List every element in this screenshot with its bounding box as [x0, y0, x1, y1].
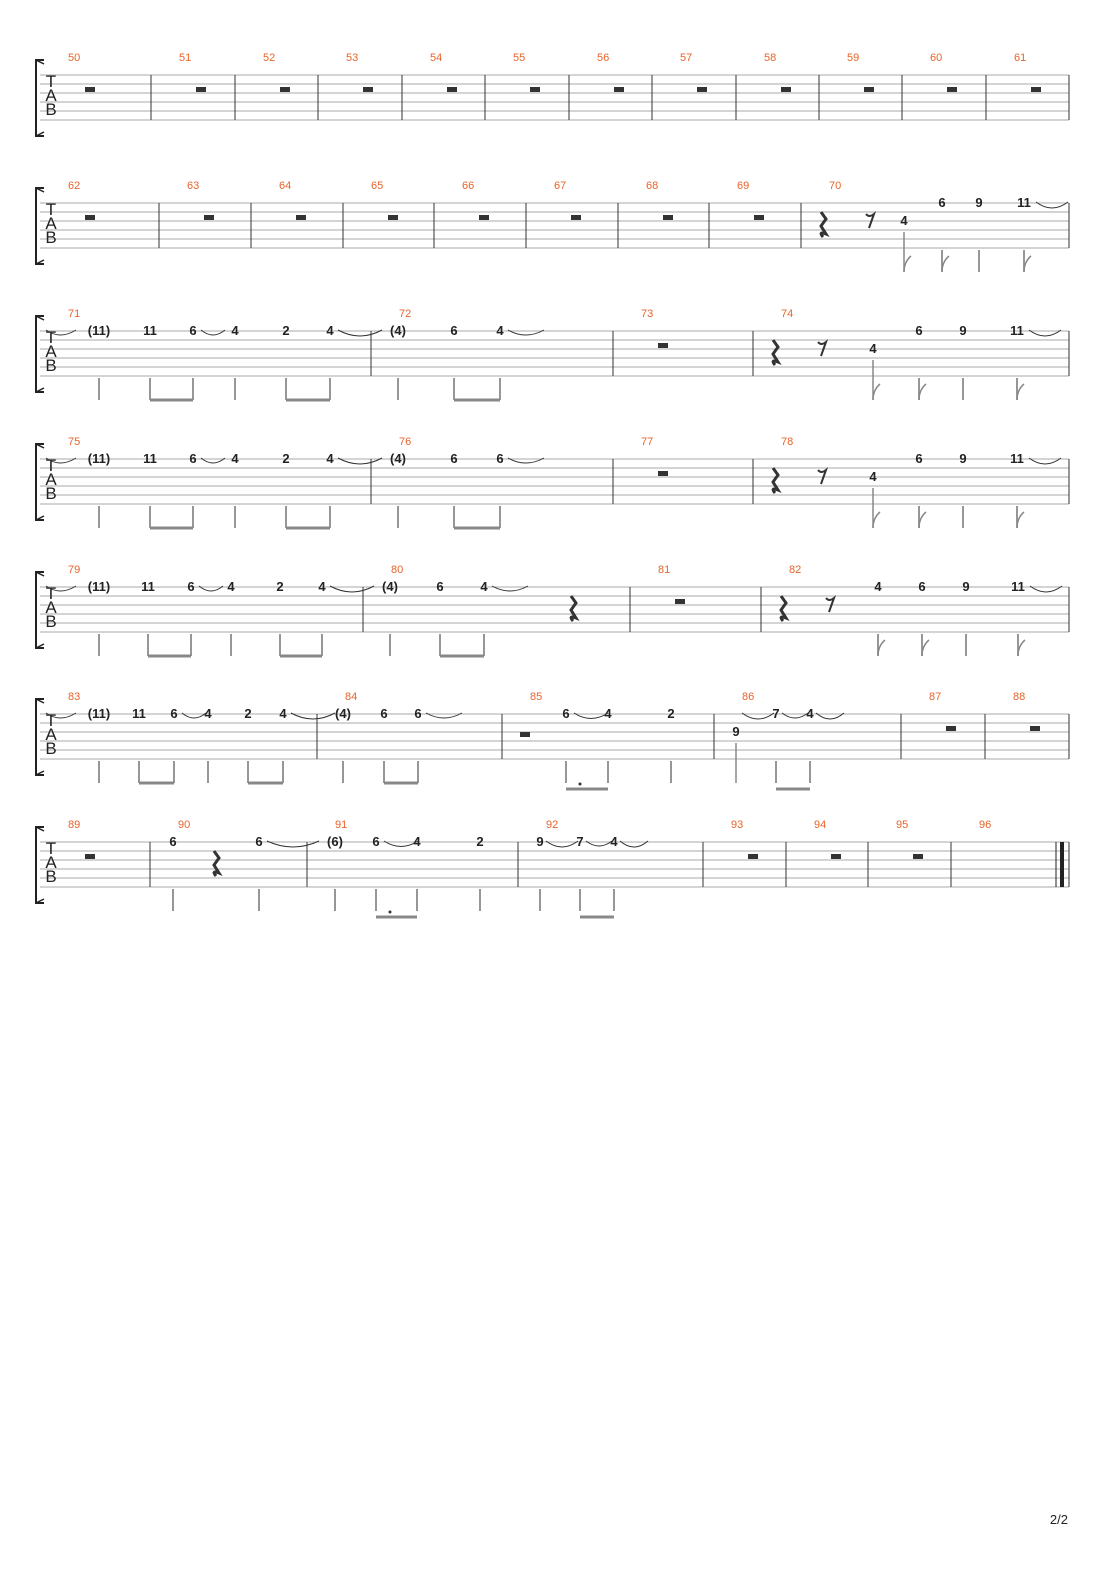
measure-number: 90 [178, 819, 191, 831]
eighth-flag [1017, 512, 1024, 528]
measure-number: 60 [930, 52, 943, 64]
half-rest [1030, 726, 1040, 731]
half-rest [614, 87, 624, 92]
half-rest [658, 343, 668, 348]
fret-number: 6 [255, 834, 263, 849]
measure-number: 67 [554, 180, 567, 192]
measure-number: 59 [847, 52, 860, 64]
fret-number: 9 [959, 323, 967, 338]
fret-number: 4 [279, 706, 287, 721]
page-number: 2/2 [1049, 1512, 1068, 1527]
fret-number: 4 [326, 451, 334, 466]
system-bracket [36, 444, 44, 520]
half-rest [748, 854, 758, 859]
system [36, 180, 1069, 272]
half-rest [663, 215, 673, 220]
eighth-flag [904, 256, 911, 272]
tab-clef-letter: A [45, 214, 57, 233]
tab-clef-letter: T [45, 839, 57, 858]
tab-clef-letter: B [45, 100, 57, 119]
fret-number: 11 [132, 706, 146, 721]
half-rest [754, 215, 764, 220]
measure-number: 76 [399, 436, 412, 448]
measure-number: 92 [546, 819, 559, 831]
measure-number: 78 [781, 436, 794, 448]
tab-clef-letter: T [45, 328, 57, 347]
half-rest [520, 732, 530, 737]
tab-clef-letter: A [45, 470, 57, 489]
fret-number: 9 [536, 834, 544, 849]
eighth-flag [1024, 256, 1031, 272]
half-rest [363, 87, 373, 92]
measure-number: 54 [430, 52, 443, 64]
tab-clef-letter: B [45, 356, 57, 375]
system-bracket [36, 188, 44, 264]
tab-clef-letter: T [45, 584, 57, 603]
fret-number: 6 [189, 323, 197, 338]
fret-number: 2 [244, 706, 252, 721]
half-rest [675, 599, 685, 604]
half-rest [479, 215, 489, 220]
fret-number: (6) [327, 834, 343, 849]
tab-clef-letter: A [45, 725, 57, 744]
fret-number: 11 [1017, 195, 1031, 210]
fret-number: 4 [496, 323, 504, 338]
half-rest [296, 215, 306, 220]
fret-number: 7 [772, 706, 780, 721]
measure-number: 53 [346, 52, 359, 64]
half-rest [864, 87, 874, 92]
eighth-flag [919, 512, 926, 528]
half-rest [946, 726, 956, 731]
fret-number: 6 [187, 579, 195, 594]
fret-number: (11) [87, 706, 111, 721]
tab-clef-letter: T [45, 200, 57, 219]
measure-number: 63 [187, 180, 200, 192]
measure-number: 86 [742, 691, 755, 703]
half-rest [85, 215, 95, 220]
measure-number: 51 [179, 52, 192, 64]
fret-number: 2 [276, 579, 284, 594]
measure-number: 79 [68, 564, 81, 576]
eighth-flag [878, 640, 885, 656]
measure-number: 61 [1014, 52, 1027, 64]
half-rest [196, 87, 206, 92]
fret-number: 4 [326, 323, 334, 338]
fret-number: 4 [806, 706, 814, 721]
half-rest [388, 215, 398, 220]
dot [389, 911, 392, 914]
measure-number: 57 [680, 52, 693, 64]
fret-number: (4) [390, 451, 406, 466]
eighth-flag [942, 256, 949, 272]
fret-number: 6 [189, 451, 197, 466]
measure-number: 71 [68, 308, 81, 320]
measure-number: 83 [68, 691, 81, 703]
fret-number: 9 [962, 579, 970, 594]
half-rest [913, 854, 923, 859]
system-bracket [36, 699, 44, 775]
measure-number: 95 [896, 819, 909, 831]
fret-number: 9 [975, 195, 983, 210]
measure-number: 55 [513, 52, 526, 64]
fret-number: 6 [169, 834, 177, 849]
fret-number: 6 [915, 323, 923, 338]
fret-number: (11) [87, 323, 111, 338]
measure-number: 84 [345, 691, 358, 703]
tab-clef-letter: T [45, 72, 57, 91]
system [36, 52, 1069, 136]
tab-clef-letter: B [45, 867, 57, 886]
fret-number: (11) [87, 451, 111, 466]
half-rest [781, 87, 791, 92]
measure-number: 68 [646, 180, 659, 192]
fret-number: 11 [143, 323, 157, 338]
half-rest [85, 854, 95, 859]
dot [579, 783, 582, 786]
eighth-flag [873, 384, 880, 400]
system-bracket [36, 572, 44, 648]
measure-number: 74 [781, 308, 794, 320]
measure-number: 69 [737, 180, 750, 192]
measure-number: 58 [764, 52, 777, 64]
measure-number: 93 [731, 819, 744, 831]
measure-number: 87 [929, 691, 942, 703]
fret-number: 4 [480, 579, 488, 594]
quarter-rest [571, 596, 576, 621]
tab-clef-letter: A [45, 342, 57, 361]
measure-number: 65 [371, 180, 384, 192]
half-rest [831, 854, 841, 859]
system [36, 564, 1069, 656]
fret-number: 4 [318, 579, 326, 594]
fret-number: 4 [204, 706, 212, 721]
system [36, 691, 1069, 789]
fret-number: 9 [959, 451, 967, 466]
tab-clef-letter: T [45, 711, 57, 730]
fret-number: 11 [143, 451, 157, 466]
fret-number: 6 [170, 706, 178, 721]
fret-number: 6 [562, 706, 570, 721]
fret-number: 2 [282, 451, 290, 466]
measure-number: 88 [1013, 691, 1026, 703]
half-rest [204, 215, 214, 220]
fret-number: 6 [380, 706, 388, 721]
fret-number: 4 [231, 451, 239, 466]
tab-clef-letter: A [45, 86, 57, 105]
fret-number: 4 [231, 323, 239, 338]
fret-number: 4 [227, 579, 235, 594]
measure-number: 72 [399, 308, 412, 320]
measure-number: 64 [279, 180, 292, 192]
quarter-rest [214, 851, 219, 876]
half-rest [1031, 87, 1041, 92]
fret-number: 11 [1010, 323, 1024, 338]
fret-number: 2 [667, 706, 675, 721]
system [36, 308, 1069, 400]
fret-number: 4 [869, 341, 877, 356]
half-rest [697, 87, 707, 92]
measure-number: 82 [789, 564, 802, 576]
measure-number: 66 [462, 180, 475, 192]
eighth-flag [922, 640, 929, 656]
fret-number: (4) [390, 323, 406, 338]
eighth-flag [873, 512, 880, 528]
measure-number: 52 [263, 52, 276, 64]
quarter-rest [773, 468, 778, 493]
measure-number: 81 [658, 564, 671, 576]
tab-clef-letter: B [45, 612, 57, 631]
fret-number: 9 [732, 724, 740, 739]
fret-number: 2 [476, 834, 484, 849]
measure-number: 77 [641, 436, 654, 448]
fret-number: 6 [938, 195, 946, 210]
measure-number: 73 [641, 308, 654, 320]
measure-number: 75 [68, 436, 81, 448]
tab-clef-letter: T [45, 456, 57, 475]
fret-number: (4) [335, 706, 351, 721]
half-rest [658, 471, 668, 476]
fret-number: 4 [604, 706, 612, 721]
fret-number: 4 [610, 834, 618, 849]
fret-number: 11 [1010, 451, 1024, 466]
fret-number: 6 [414, 706, 422, 721]
fret-number: 4 [874, 579, 882, 594]
system [36, 819, 1069, 917]
measure-number: 91 [335, 819, 348, 831]
fret-number: 6 [915, 451, 923, 466]
quarter-rest [821, 212, 826, 237]
measure-number: 85 [530, 691, 543, 703]
fret-number: 11 [1011, 579, 1025, 594]
half-rest [85, 87, 95, 92]
tab-clef-letter: A [45, 598, 57, 617]
quarter-rest [781, 596, 786, 621]
fret-number: (11) [87, 579, 111, 594]
fret-number: 2 [282, 323, 290, 338]
measure-number: 80 [391, 564, 404, 576]
half-rest [947, 87, 957, 92]
eighth-flag [1017, 384, 1024, 400]
eighth-flag [1018, 640, 1025, 656]
tab-clef-letter: B [45, 228, 57, 247]
fret-number: 6 [450, 323, 458, 338]
fret-number: 4 [413, 834, 421, 849]
fret-number: 7 [576, 834, 584, 849]
measure-number: 94 [814, 819, 827, 831]
quarter-rest [773, 340, 778, 365]
tab-clef-letter: B [45, 739, 57, 758]
tab-clef-letter: A [45, 853, 57, 872]
tab-clef-letter: B [45, 484, 57, 503]
fret-number: 6 [372, 834, 380, 849]
measure-number: 96 [979, 819, 992, 831]
fret-number: 6 [918, 579, 926, 594]
half-rest [280, 87, 290, 92]
fret-number: (4) [382, 579, 398, 594]
half-rest [571, 215, 581, 220]
measure-number: 62 [68, 180, 81, 192]
measure-number: 50 [68, 52, 81, 64]
system-bracket [36, 827, 44, 903]
fret-number: 6 [496, 451, 504, 466]
fret-number: 11 [141, 579, 155, 594]
measure-number: 89 [68, 819, 81, 831]
half-rest [530, 87, 540, 92]
fret-number: 4 [869, 469, 877, 484]
system [36, 436, 1069, 528]
system-bracket [36, 316, 44, 392]
measure-number: 70 [829, 180, 842, 192]
fret-number: 4 [900, 213, 908, 228]
system-bracket [36, 60, 44, 136]
fret-number: 6 [436, 579, 444, 594]
measure-number: 56 [597, 52, 610, 64]
half-rest [447, 87, 457, 92]
eighth-flag [919, 384, 926, 400]
fret-number: 6 [450, 451, 458, 466]
